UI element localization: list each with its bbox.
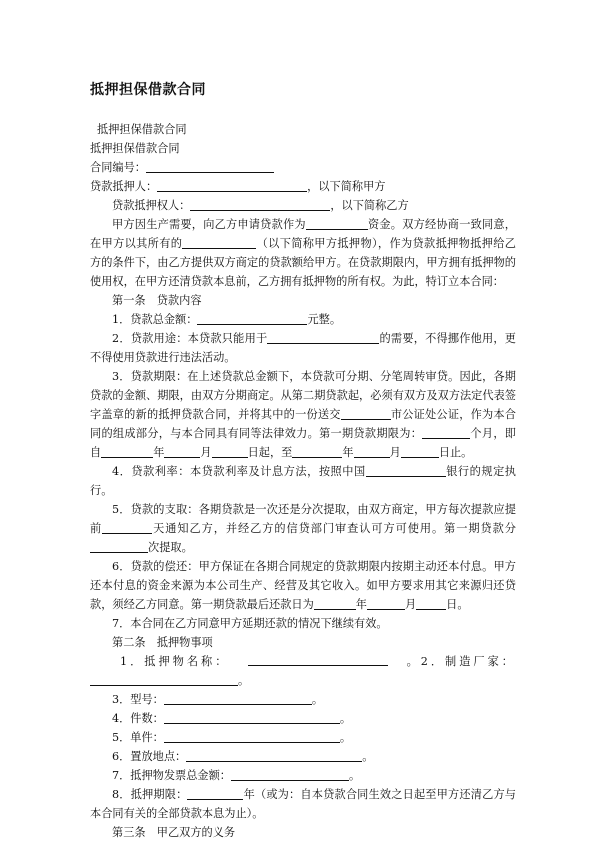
- collateral-name-line: 1．抵押物名称： 。2．制造厂家：: [90, 652, 516, 671]
- item-quantity: 4．件数： 。: [112, 712, 352, 725]
- item-6-repayment: 6．贷款的偿还：甲方保证在各期合同规定的贷款期限内按期主动还本付息。甲方还本付息的资金来源为本公司生产、经营及其它收入。如甲方要求用其它来源归还贷款，须经乙方同意。第一期贷款最后还款日为 年 月 日。: [90, 560, 516, 611]
- mortgagor-blank: [157, 178, 307, 192]
- item-7-validity: 7．本合同在乙方同意甲方延期还款的情况下继续有效。: [112, 617, 388, 630]
- mortgagee-blank: [190, 197, 330, 211]
- contract-body: [90, 120, 516, 842]
- document-title: 抵押担保借款合同: [90, 82, 206, 98]
- item-2-purpose: 2．贷款用途：本贷款只能用于 的需要，不得挪作他用，更不得使用贷款进行违法活动。: [90, 332, 516, 364]
- item-model: 3．型号： 。: [112, 693, 324, 706]
- line-heading-2: 抵押担保借款合同: [90, 142, 180, 155]
- item-mortgage-period: 8．抵押期限： 年（或为：自本贷款合同生效之日起至甲方还清乙方与本合同有关的全部贷款本息为止）。: [90, 788, 516, 820]
- item-location: 6．置放地点： 。: [112, 750, 374, 763]
- article-1-heading: 第一条 贷款内容: [112, 294, 202, 307]
- article-2-heading: 第二条 抵押物事项: [112, 636, 213, 649]
- item-4-interest: 4．贷款利率：本贷款利率及计息方法，按照中国 银行的规定执行。: [90, 465, 516, 497]
- mortgagee-line: 贷款抵押权人： ，以下简称乙方: [112, 199, 409, 212]
- manufacturer-blank-line: 。: [90, 671, 516, 690]
- line-heading-1: 抵押担保借款合同: [97, 123, 187, 136]
- preamble-paragraph: 甲方因生产需要，向乙方申请贷款作为 资金。双方经协商一致同意，在甲方以其所有的 （以下简称甲方抵押物），作为贷款抵押物抵押给乙方的条件下，由乙方提供双方商定的贷款额给甲方。在贷款期限内，甲方拥有抵押物的使用权，在甲方还清贷款本息前，乙方拥有抵押物的所有权。为此，特订立本合同：: [90, 218, 516, 288]
- item-unit: 5．单件： 。: [112, 731, 352, 744]
- contract-number-blank: [146, 159, 274, 173]
- contract-number-line: 合同编号：: [90, 158, 516, 177]
- mortgagor-line: 贷款抵押人： ，以下简称甲方: [90, 180, 386, 193]
- item-invoice-amount: 7．抵押物发票总金额： 。: [112, 769, 361, 782]
- article-3-heading: 第三条 甲乙双方的义务: [112, 826, 236, 839]
- item-5-withdrawal: 5．贷款的支取：各期贷款是一次还是分次提取，由双方商定，甲方每次提款应提前 天通知乙方，并经乙方的信贷部门审查认可方可使用。第一期贷款分次提取。: [90, 503, 516, 554]
- item-1-amount: 1．贷款总金额： 元整。: [112, 313, 342, 326]
- item-3-term: 3．贷款期限：在上述贷款总金额下，本贷款可分期、分笔周转审贷。因此，各期贷款的金额、期限，由双方分期商定。从第二期贷款起，必须有双方及双方法定代表签字盖章的新的抵押贷款合同，并将其中的一份送交 市公证处公证，作为本合同的组成部分，与本合同具有同等法律效力。第一期贷款期限为： 个月，即自 年 月 日起，至 年 月 日止。: [90, 370, 516, 459]
